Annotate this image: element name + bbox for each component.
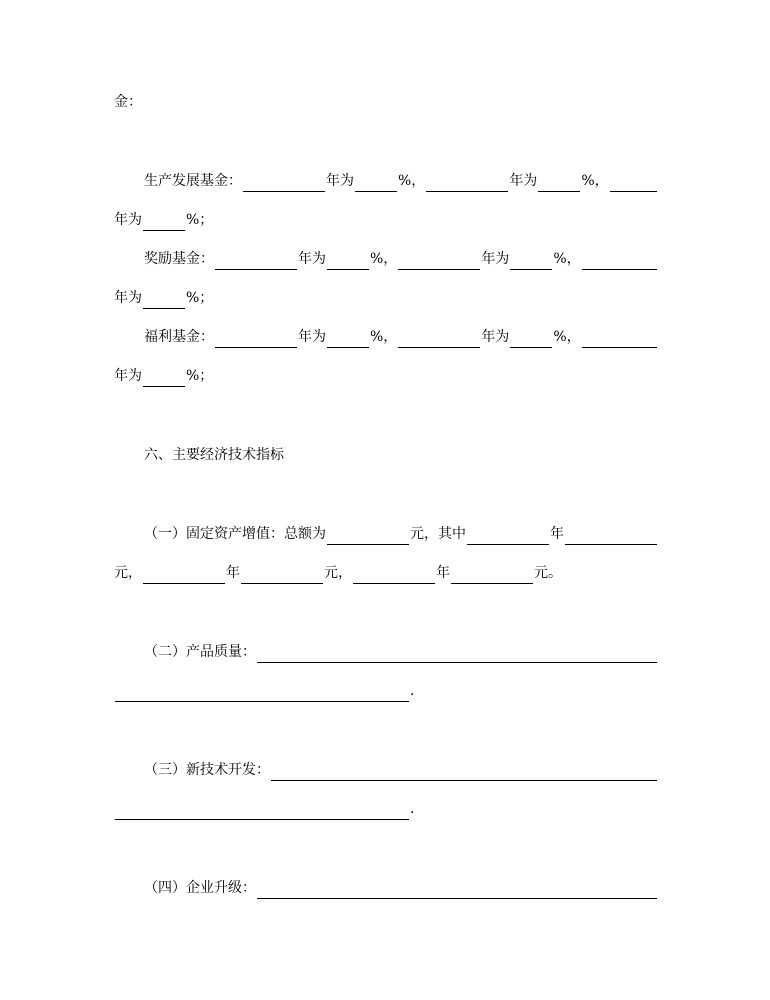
year-word: 年为: [114, 290, 142, 306]
percent-blank[interactable]: [327, 253, 369, 270]
quality-label: （二）产品质量：: [144, 644, 256, 660]
yuan-comma-text: 元，: [410, 526, 438, 542]
fund-production-line-2: [114, 209, 658, 231]
percent-text: %，: [370, 329, 398, 345]
year-text: 年: [436, 565, 450, 581]
year-blank[interactable]: [426, 175, 508, 192]
year-blank[interactable]: [398, 331, 480, 348]
fund-welfare-line-1: [144, 326, 658, 348]
year-blank[interactable]: [353, 567, 435, 584]
upgrade-label: （四）企业升级：: [144, 880, 256, 896]
yuan-comma-text: 元，: [114, 565, 142, 581]
tech-line-2: [114, 798, 658, 820]
year-blank[interactable]: [243, 175, 325, 192]
top-fragment-text: 金：: [114, 94, 142, 110]
year-word: 年为: [481, 329, 510, 345]
year-word: 年为: [326, 173, 354, 189]
among-text: 其中: [438, 526, 466, 542]
section-heading-line: [144, 444, 658, 466]
year-blank[interactable]: [582, 253, 657, 270]
percent-blank[interactable]: [143, 292, 185, 309]
amount-blank[interactable]: [451, 567, 533, 584]
percent-text: %，: [370, 251, 398, 267]
percent-blank[interactable]: [355, 175, 397, 192]
tech-blank[interactable]: [271, 764, 657, 781]
year-blank[interactable]: [582, 331, 657, 348]
top-fragment-line: [114, 91, 658, 113]
year-word: 年为: [114, 212, 142, 228]
upgrade-line-1: [144, 877, 658, 899]
year-blank[interactable]: [398, 253, 480, 270]
percent-blank[interactable]: [143, 370, 185, 387]
year-blank[interactable]: [215, 331, 297, 348]
percent-blank[interactable]: [510, 331, 552, 348]
percent-end-text: %；: [186, 368, 214, 384]
year-blank[interactable]: [610, 175, 657, 192]
quality-blank[interactable]: [257, 646, 657, 663]
tech-end-dot: .: [410, 801, 415, 817]
yuan-comma-text: 元，: [324, 565, 352, 581]
amount-blank[interactable]: [565, 528, 657, 545]
year-word: 年为: [481, 251, 510, 267]
fund-production-label: 生产发展基金：: [144, 173, 242, 189]
fixed-assets-label: （一）固定资产增值：总额为: [144, 526, 326, 542]
year-word: 年为: [509, 173, 538, 189]
quality-line-2: [114, 680, 658, 702]
year-word: 年为: [298, 251, 326, 267]
percent-end-text: %；: [186, 290, 214, 306]
fixed-assets-line-2: [114, 562, 658, 584]
year-blank[interactable]: [467, 528, 549, 545]
quality-line-1: [144, 641, 658, 663]
fund-reward-line-2: [114, 287, 658, 309]
fund-reward-line-1: [144, 248, 658, 270]
percent-blank[interactable]: [143, 214, 185, 231]
percent-text: %，: [581, 173, 609, 189]
fixed-assets-line-1: [144, 523, 658, 545]
percent-blank[interactable]: [538, 175, 580, 192]
quality-end-dot: .: [410, 683, 415, 699]
amount-blank[interactable]: [241, 567, 323, 584]
year-blank[interactable]: [215, 253, 297, 270]
year-word: 年为: [114, 368, 142, 384]
year-word: 年为: [298, 329, 326, 345]
total-amount-blank[interactable]: [327, 528, 409, 545]
section-heading: 六、主要经济技术指标: [144, 447, 284, 463]
fund-welfare-line-2: [114, 365, 658, 387]
yuan-end-text: 元。: [534, 565, 562, 581]
tech-blank-continued[interactable]: [115, 803, 409, 820]
percent-text: %，: [398, 173, 426, 189]
upgrade-blank[interactable]: [257, 882, 657, 899]
quality-blank-continued[interactable]: [115, 685, 409, 702]
year-blank[interactable]: [143, 567, 225, 584]
tech-line-1: [144, 759, 658, 781]
percent-blank[interactable]: [510, 253, 552, 270]
year-text: 年: [226, 565, 240, 581]
percent-end-text: %；: [186, 212, 214, 228]
fund-welfare-label: 福利基金：: [144, 329, 214, 345]
year-text: 年: [550, 526, 564, 542]
tech-label: （三）新技术开发：: [144, 762, 270, 778]
percent-blank[interactable]: [327, 331, 369, 348]
fund-reward-label: 奖励基金：: [144, 251, 214, 267]
percent-text: %，: [553, 329, 581, 345]
percent-text: %，: [553, 251, 581, 267]
fund-production-line-1: [144, 170, 658, 192]
